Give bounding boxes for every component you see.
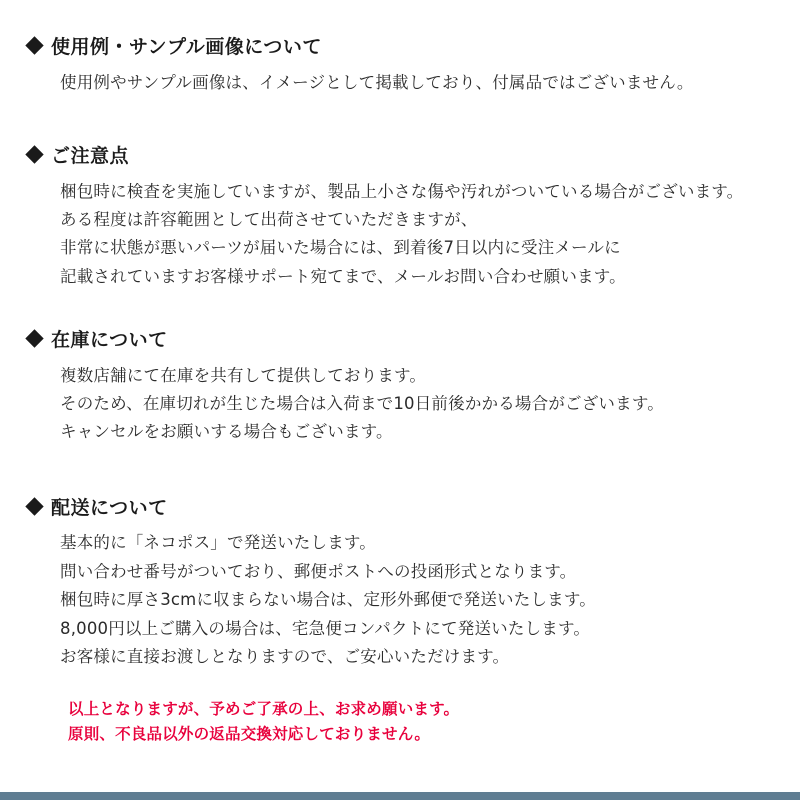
body-line: 非常に状態が悪いパーツが届いた場合には、到着後7日以内に受注メールに: [60, 238, 621, 258]
section-heading: [28, 327, 772, 354]
section-body: [28, 178, 772, 292]
spacer: [28, 671, 772, 697]
section-sample-images: [28, 34, 772, 97]
diamond-bullet-icon: [25, 145, 43, 163]
diamond-bullet-icon: [25, 36, 43, 54]
body-line: 梱包時に厚さ3cmに収まらない場合は、定形外郵便で発送いたします。: [60, 590, 596, 610]
diamond-bullet-icon: [25, 329, 43, 347]
bottom-accent-bar: [0, 792, 800, 800]
body-line: 8,000円以上ご購入の場合は、宅急便コンパクトにて発送いたします。: [60, 618, 591, 638]
body-line: 使用例やサンプル画像は、イメージとして掲載しており、付属品ではございません。: [60, 72, 694, 92]
section-heading-text: 在庫について: [51, 329, 168, 352]
section-body: [28, 69, 772, 97]
body-line: 記載されていますお客様サポート宛てまで、メールお問い合わせ願います。: [60, 266, 626, 286]
section-heading: [28, 495, 772, 522]
section-heading-text: ご注意点: [51, 144, 130, 167]
body-line: 梱包時に検査を実施していますが、製品上小さな傷や汚れがついている場合がございます。: [60, 181, 744, 201]
section-heading-text: 配送について: [51, 496, 168, 519]
body-line: 基本的に「ネコポス」で発送いたします。: [60, 533, 376, 553]
body-line: そのため、在庫切れが生じた場合は入荷まで10日前後かかる場合がございます。: [60, 394, 664, 414]
section-heading-text: 使用例・サンプル画像について: [51, 36, 322, 58]
section-body: [28, 362, 772, 447]
notice-line: 以上となりますが、予めご了承の上、お求め願います。: [68, 700, 460, 719]
section-shipping: [28, 495, 772, 671]
section-cautions: [28, 143, 772, 291]
body-line: 問い合わせ番号がついており、郵便ポストへの投函形式となります。: [60, 561, 577, 581]
body-line: キャンセルをお願いする場合もございます。: [60, 422, 393, 442]
body-line: 複数店舗にて在庫を共有して提供しております。: [60, 365, 427, 385]
section-heading: [28, 34, 772, 61]
spacer: [28, 447, 772, 495]
section-heading: [28, 143, 772, 170]
notice-line: 原則、不良品以外の返品交換対応しておりません。: [68, 725, 431, 744]
section-body: [28, 529, 772, 671]
spacer: [28, 291, 772, 327]
section-stock: [28, 327, 772, 447]
diamond-bullet-icon: [25, 497, 43, 515]
spacer: [28, 97, 772, 143]
body-line: ある程度は許容範囲として出荷させていただきますが、: [60, 209, 478, 229]
body-line: お客様に直接お渡しとなりますので、ご安心いただけます。: [60, 646, 510, 666]
notice-block: [28, 697, 772, 747]
